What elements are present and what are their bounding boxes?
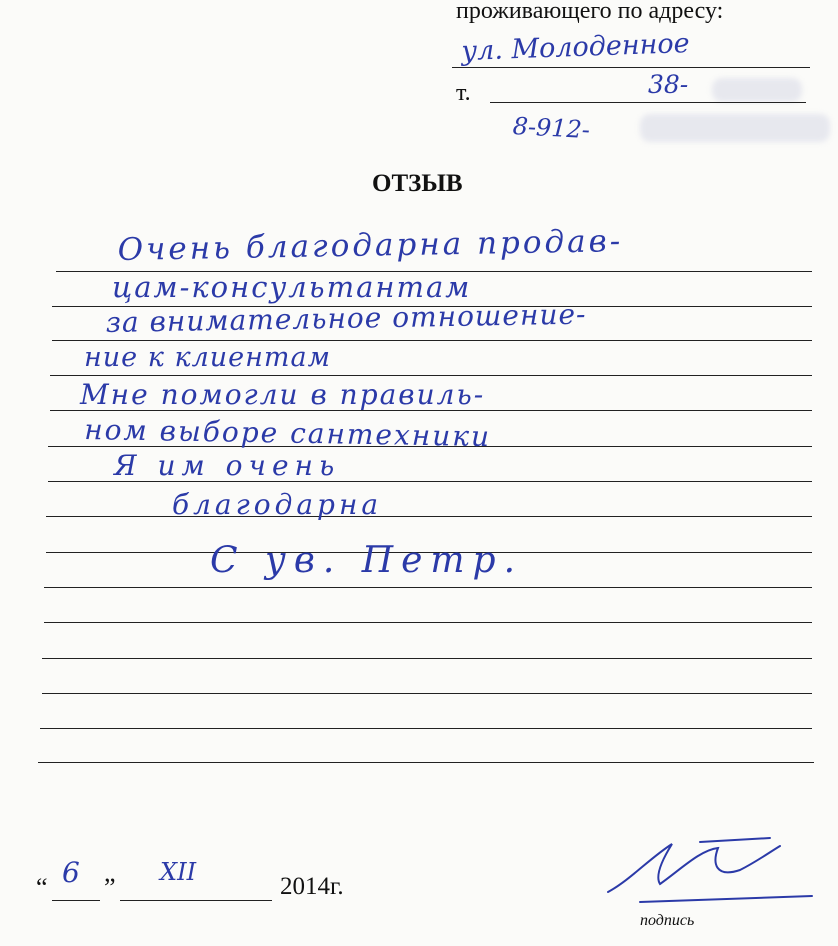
review-line-4: ние к клиентам — [84, 342, 331, 373]
review-line-9: С ув. Петр. — [210, 540, 524, 581]
signature-caption: подпись — [640, 912, 695, 929]
date-day: 6 — [62, 856, 80, 889]
review-line-7: Я им очень — [114, 449, 341, 482]
review-line-6: ном выборе сантехники — [84, 413, 492, 454]
address-caption: проживающего по адресу: — [456, 0, 724, 24]
date-month: XII — [160, 858, 197, 886]
phone-prefix: т. — [456, 80, 471, 106]
address-handwritten: ул. Молоденное — [460, 28, 691, 67]
review-line-5: Мне помогли в правиль- — [80, 378, 486, 411]
review-line-2: цам-консультантам — [112, 270, 472, 304]
date-year: 2014г. — [280, 873, 344, 900]
review-line-1: Очень благодарна продав- — [117, 223, 624, 268]
form-title: ОТЗЫВ — [372, 170, 463, 197]
review-line-3: за внимательное отношение- — [105, 297, 587, 339]
date-quote-open: “ — [36, 873, 48, 902]
date-quote-close: ” — [104, 873, 116, 902]
review-line-8: благодарна — [172, 488, 383, 521]
mobile-handwritten: 8-912- — [512, 112, 591, 145]
phone-handwritten: 38- — [648, 70, 689, 99]
